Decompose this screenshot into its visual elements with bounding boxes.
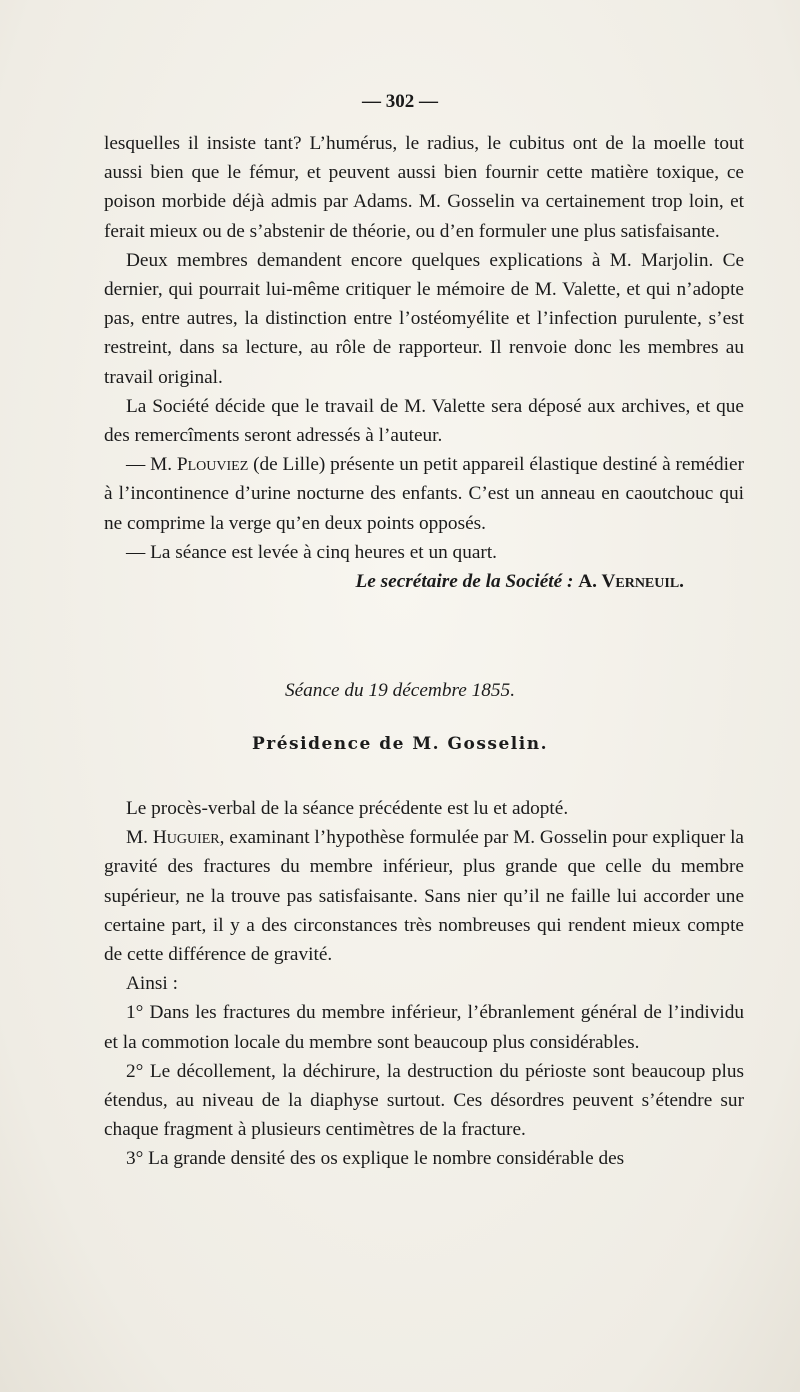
session-title: Séance du 19 décembre 1855. (284, 680, 516, 701)
paragraph: — M. Plouviez (de Lille) présente un petit appareil élastique destiné à remédier à l’incontinence d’urine nocturne des enfants. C’est un anneau en caoutchouc qui ne comprime la verge qu’en deux points opposés. (104, 454, 745, 534)
paragraph: 3° La grande densité des os explique le nombre considérable des (126, 1148, 625, 1170)
presidency-heading: Présidence de M. Gosselin. (251, 734, 549, 754)
paragraph: Deux membres demandent encore quelques explications à M. Marjolin. Ce dernier, qui pourrait lui-même critiquer le mémoire de M. Valette, et qui n’adopte pas, entre autres, la distinction entre l’ostéomyélite et l’infection purulente, s’est restreint, dans sa lecture, au rôle de rapporteur. Il renvoie donc les membres au travail original. (104, 249, 744, 388)
paragraph: La Société décide que le travail de M. Valette sera déposé aux archives, et que des remercîments seront adressés à l’auteur. (104, 395, 744, 447)
paragraph: Ainsi : (126, 973, 178, 995)
secretary-name: A. Verneuil. (578, 571, 684, 593)
signature: Le secrétaire de la Société : A. Verneuil. (355, 571, 684, 593)
page-number: — 302 — (362, 91, 438, 112)
text-block-top (104, 129, 744, 596)
paragraph: M. Huguier, examinant l’hypothèse formulée par M. Gosselin pour expliquer la gravité des fractures du membre inférieur, plus grande que celle du membre supérieur, ne la trouve pas satisfaisante. Sans nier qu’il ne faille lui accorder une certaine part, il y a des circonstances très nombreuses qui rendent mieux compte de cette différence de gravité. (104, 827, 744, 966)
paragraph: — La séance est levée à cinq heures et un quart. (126, 541, 497, 563)
paragraph: lesquelles il insiste tant? L’humérus, le radius, le cubitus ont de la moelle tout aussi bien que le fémur, et peuvent aussi bien fournir cette matière toxique, ce poison morbide déjà admis par Adams. M. Gosselin va certainement trop loin, et ferait mieux ou de s’abstenir de théorie, ou d’en formuler une plus satisfaisante. (104, 133, 744, 242)
author-name: Huguier (152, 827, 220, 849)
paragraph: 1° Dans les fractures du membre inférieur, l’ébranlement général de l’individu et la commotion locale du membre sont beaucoup plus considérables. (104, 1002, 744, 1053)
author-name: Plouviez (176, 454, 249, 476)
paragraph: Le procès-verbal de la séance précédente est lu et adopté. (126, 798, 569, 819)
paragraph: 2° Le décollement, la déchirure, la destruction du périoste sont beaucoup plus étendus, au niveau de la diaphyse surtout. Ces désordres peuvent s’étendre sur chaque fragment à plusieurs centimètres de la fracture. (104, 1060, 744, 1141)
text-block-bottom (104, 794, 744, 1174)
